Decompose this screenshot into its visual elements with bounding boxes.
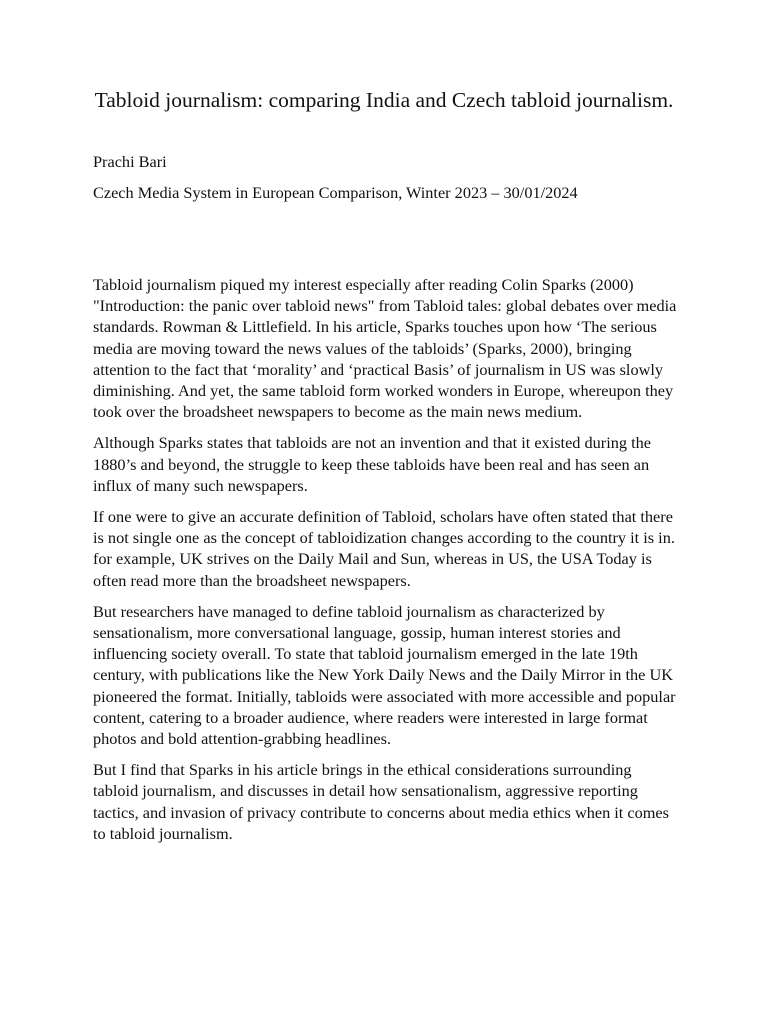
course-info: Czech Media System in European Comparison, Winter 2023 – 30/01/2024 bbox=[93, 183, 578, 202]
paragraph-2: Although Sparks states that tabloids are not an invention and that it existed during the 1880’s and beyond, the struggle to keep these tabloids have been real and has seen an influx of many such newspapers. bbox=[93, 433, 651, 495]
author-name: Prachi Bari bbox=[93, 152, 167, 171]
document-title: Tabloid journalism: comparing India and Czech tabloid journalism. bbox=[94, 88, 674, 112]
document-body bbox=[93, 274, 677, 854]
paragraph-5: But I find that Sparks in his article brings in the ethical considerations surrounding tabloid journalism, and discusses in detail how sensationalism, aggressive reporting tactics, and invasion of privacy contribute to concerns about media ethics when it comes to tabloid journalism. bbox=[93, 760, 669, 843]
paragraph-4: But researchers have managed to define tabloid journalism as characterized by sensationalism, more conversational language, gossip, human interest stories and influencing society overall. To state that tabloid journalism emerged in the late 19th century, with publications like the New York Daily News and the Daily Mirror in the UK pioneered the format. Initially, tabloids were associated with more accessible and popular content, catering to a broader audience, where readers were interested in large format photos and bold attention-grabbing headlines. bbox=[93, 601, 676, 749]
paragraph-1: Tabloid journalism piqued my interest especially after reading Colin Sparks (2000) "Introduction: the panic over tabloid news" from Tabloid tales: global debates over media standards. Rowman & Littlefield. In his article, Sparks touches upon how ‘The serious media are moving toward the news values of the tabloids’ (Sparks, 2000), bringing attention to the fact that ‘morality’ and ‘practical Basis’ of journalism in US was slowly diminishing. And yet, the same tabloid form worked wonders in Europe, whereupon they took over the broadsheet newspapers to become as the main news medium. bbox=[93, 275, 677, 422]
paragraph-3: If one were to give an accurate definition of Tabloid, scholars have often stated that there is not single one as the concept of tabloidization changes according to the country it is in. for example, UK strives on the Daily Mail and Sun, whereas in US, the USA Today is often read more than the broadsheet newspapers. bbox=[93, 507, 675, 590]
